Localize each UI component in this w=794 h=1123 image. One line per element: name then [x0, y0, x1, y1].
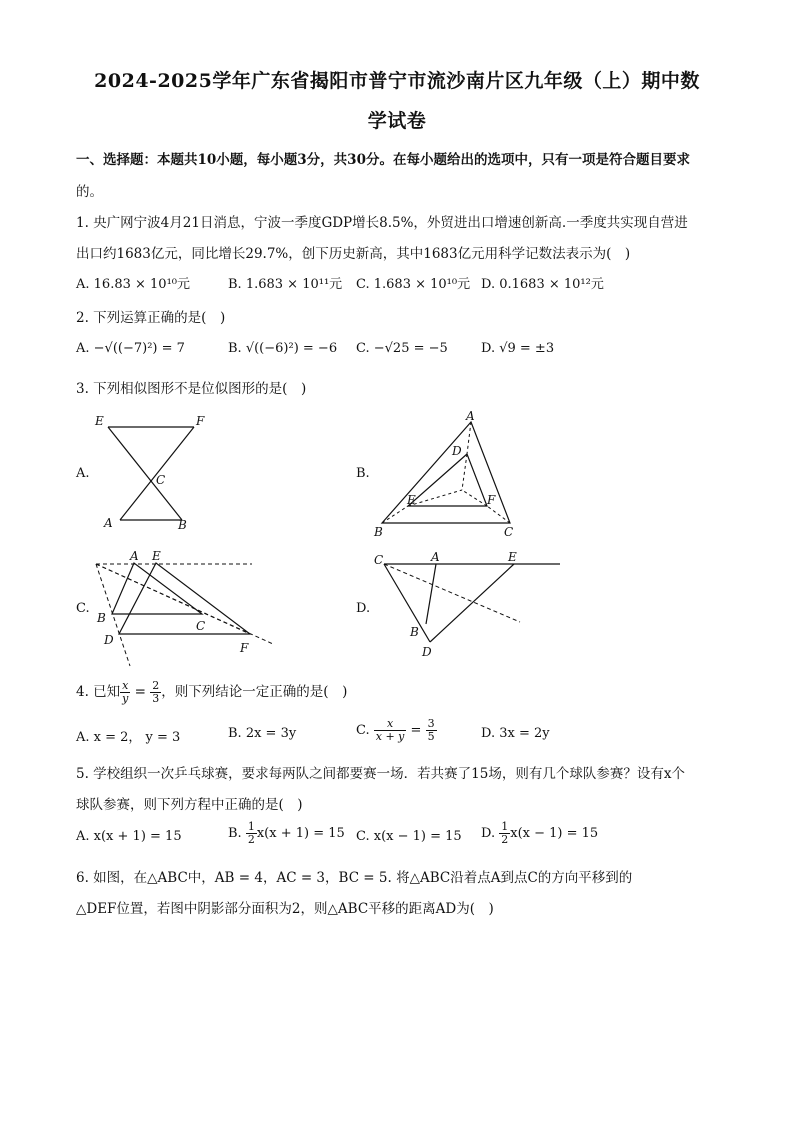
q4-fraction: $\frac{x}{y}$: [122, 679, 129, 705]
q3b-label-a: A: [466, 409, 475, 423]
q2-option-c: C. −√25 = −5: [356, 341, 448, 356]
q3d-label-d: D: [422, 645, 432, 659]
q5-option-b: B. $\frac{1}{2}$ x(x + 1) = 15: [228, 820, 345, 846]
q3c-label-d: D: [104, 633, 114, 647]
q3-label-a: A.: [76, 466, 90, 481]
q3-label-d: D.: [356, 601, 371, 616]
q2-option-b: B. √((−6)²) = −6: [228, 341, 338, 356]
q3d-label-a: A: [431, 550, 440, 564]
q3b-label-b: B: [374, 525, 383, 539]
q5-line-1: 5. 学校组织一次乒乓球赛，要求每两队之间都要赛一场．若共赛了15场，则有几个球队参赛？设有x个: [76, 766, 685, 782]
q3-figure-a: [90, 410, 220, 535]
q3c-label-b: B: [97, 611, 106, 625]
q3a-label-f: F: [196, 414, 205, 428]
q3a-label-a: A: [104, 516, 113, 530]
q3b-label-f: F: [487, 493, 496, 507]
q3a-label-c: C: [156, 473, 166, 487]
q3-figure-c: [90, 546, 280, 671]
q3d-label-b: B: [410, 625, 419, 639]
q3d-label-c: C: [374, 553, 384, 567]
q4-option-b: B. 2x = 3y: [228, 726, 297, 741]
q3c-label-f: F: [240, 641, 249, 655]
q6-line-1: 6. 如图，在△ABC中，AB = 4，AC = 3，BC = 5. 将△ABC沿着点A到点C的方向平移到的: [76, 870, 633, 886]
q1-line-1: 1. 央广网宁波4月21日消息，宁波一季度GDP增长8.5%，外贸进出口增速创新高.一季度共实现自营进: [76, 215, 688, 231]
q3a-label-e: E: [95, 414, 104, 428]
q3b-label-e: E: [407, 493, 416, 507]
q2-stem: 2. 下列运算正确的是( ): [76, 310, 226, 326]
q3b-label-c: C: [504, 525, 514, 539]
q3-label-c: C.: [76, 601, 90, 616]
q3c-label-c: C: [196, 619, 206, 633]
q1-option-c: C. 1.683 × 10¹⁰元: [356, 277, 471, 292]
q3d-label-e: E: [508, 550, 517, 564]
q3c-label-a: A: [130, 549, 139, 563]
q4-option-c: C. $\frac{x}{x + y}$ = $\frac{3}{5}$: [356, 717, 435, 743]
q3-figure-b: [370, 408, 530, 543]
q5-option-c: C. x(x − 1) = 15: [356, 829, 462, 844]
q4-stem: [76, 680, 347, 705]
q5-option-d: D. $\frac{1}{2}$ x(x − 1) = 15: [481, 820, 599, 846]
q3c-label-e: E: [152, 549, 161, 563]
q5-option-a: A. x(x + 1) = 15: [76, 829, 182, 844]
q3-stem: 3. 下列相似图形不是位似图形的是( ): [76, 381, 307, 397]
title-line-2: 学试卷: [367, 110, 427, 132]
section-instructions-2: 的。: [76, 184, 103, 200]
q4-option-d: D. 3x = 2y: [481, 726, 550, 741]
q4-option-a: A. x = 2， y = 3: [76, 730, 181, 745]
q1-option-b: B. 1.683 × 10¹¹元: [228, 277, 343, 292]
q4-eq: =: [130, 684, 151, 700]
q3-figure-d: [370, 546, 570, 666]
q1-option-d: D. 0.1683 × 10¹²元: [481, 277, 604, 292]
q5-line-2: 球队参赛，则下列方程中正确的是( ): [76, 797, 303, 813]
q1-option-a: A. 16.83 × 10¹⁰元: [76, 277, 190, 292]
q3b-label-d: D: [452, 444, 462, 458]
q4-stem-post: ，则下列结论一定正确的是( ): [161, 684, 348, 700]
q4-rhs-fraction: $\frac{2}{3}$: [152, 679, 160, 705]
q3a-label-b: B: [178, 518, 187, 532]
q2-option-d: D. √9 = ±3: [481, 341, 555, 356]
title-line-1: 2024-2025学年广东省揭阳市普宁市流沙南片区九年级（上）期中数: [94, 70, 700, 92]
section-instructions-1: 一、选择题：本题共10小题，每小题3分，共30分。在每小题给出的选项中，只有一项是符合题目要求: [76, 152, 690, 168]
q2-option-a: A. −√((−7)²) = 7: [76, 341, 185, 356]
q4-stem-pre: 4. 已知: [76, 684, 121, 700]
q1-line-2: 出口约1683亿元，同比增长29.7%，创下历史新高，其中1683亿元用科学记数法表示为( ): [76, 246, 631, 262]
q3-label-b: B.: [356, 466, 370, 481]
q6-line-2: △DEF位置，若图中阴影部分面积为2，则△ABC平移的距离AD为( ): [76, 901, 494, 917]
